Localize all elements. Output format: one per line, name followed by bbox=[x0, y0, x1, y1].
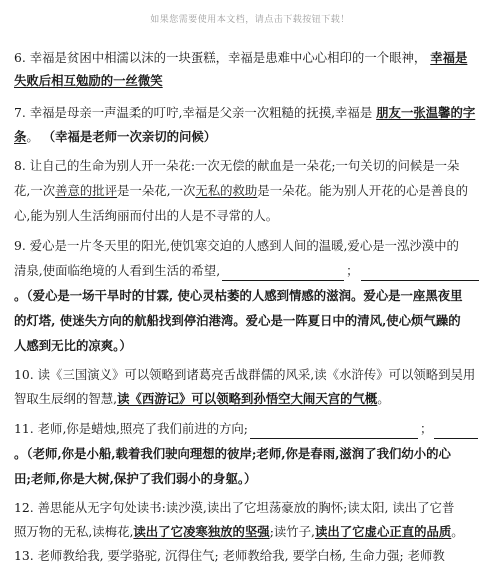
item-text: 善思能从无字句处读书:读沙漠,读出了它坦荡豪放的胸怀;读太阳, 读出了它普 bbox=[37, 500, 455, 515]
answer-text: （幸福是老师一次亲切的问候） bbox=[42, 129, 217, 144]
answer-text: 。（爱心是一场干旱时的甘霖, 使心灵枯萎的人感到情感的滋润。爱心是一座黑夜里 bbox=[14, 288, 463, 303]
item-8-line-3 bbox=[14, 206, 484, 226]
item-text: 让自己的生命为别人开一朵花:一次无偿的献血是一朵花;一句关切的问候是一朵 bbox=[29, 158, 460, 173]
item-text: 老师,你是蜡烛,照亮了我们前进的方向; bbox=[37, 421, 248, 436]
answer-text: 读出了它凌寒独放的坚强 bbox=[133, 524, 270, 539]
punctuation: 。 bbox=[377, 391, 390, 406]
item-number: 9. bbox=[14, 238, 26, 253]
item-10-line-2 bbox=[14, 389, 484, 409]
item-number: 12. bbox=[14, 500, 34, 515]
answer-text: 朋友一张温馨的字 bbox=[376, 105, 476, 120]
item-text: 心,能为别人生活绚丽而付出的人是不寻常的人。 bbox=[14, 208, 279, 223]
fill-blank[interactable] bbox=[250, 424, 418, 439]
answer-text: 无私的救助 bbox=[195, 183, 258, 198]
fill-blank[interactable] bbox=[361, 266, 479, 281]
item-9-line-3 bbox=[14, 286, 484, 306]
fill-blank[interactable] bbox=[434, 424, 478, 439]
answer-text: 。（老师,你是小船,载着我们驶向理想的彼岸;老师,你是春雨,滋润了我们幼小的心 bbox=[14, 446, 451, 461]
punctuation: 。 bbox=[26, 129, 39, 144]
item-text: ;读竹子, bbox=[269, 524, 315, 539]
answer-text: 的灯塔, 使迷失方向的航船找到停泊港湾。爱心是一阵夏日中的清风,使心烦气躁的 bbox=[14, 313, 461, 328]
item-text: 清泉,使面临绝境的人看到生活的希望, bbox=[14, 263, 221, 278]
item-7-line-1 bbox=[14, 103, 484, 123]
punctuation: ； bbox=[419, 421, 433, 436]
item-text: 老师教给我, 要学骆驼, 沉得住气; 老师教给我, 要学白杨, 生命力强; 老师教 bbox=[37, 548, 445, 563]
answer-text: 条 bbox=[14, 129, 27, 144]
item-number: 10. bbox=[14, 367, 34, 382]
item-9-line-4 bbox=[14, 311, 484, 331]
item-8-line-1 bbox=[14, 156, 484, 176]
item-6-line-1 bbox=[14, 48, 484, 68]
answer-text: 人感到无比的凉爽。） bbox=[14, 338, 132, 353]
item-9-line-1 bbox=[14, 236, 484, 256]
item-text: 幸福是母亲一声温柔的叮咛,幸福是父亲一次粗糙的抚摸,幸福是 bbox=[29, 105, 373, 120]
download-banner: 如果您需要使用本文档，请点击下载按钮下载！ bbox=[150, 15, 350, 25]
answer-text: 田;老师,你是大树,保护了我们弱小的身躯。） bbox=[14, 471, 257, 486]
item-6-line-2 bbox=[14, 71, 484, 91]
item-text: 爱心是一片冬天里的阳光,使饥寒交迫的人感到人间的温暖,爱心是一泓沙漠中的 bbox=[29, 238, 459, 253]
item-number: 8. bbox=[14, 158, 26, 173]
item-9-line-2 bbox=[14, 261, 484, 281]
fill-blank[interactable] bbox=[222, 266, 344, 281]
item-text: 幸福是贫困中相濡以沫的一块蛋糕，幸福是患难中心心相印的一个眼神， bbox=[29, 50, 427, 65]
item-number: 11. bbox=[14, 421, 34, 436]
punctuation: ； bbox=[346, 263, 359, 278]
item-text: 是一朵花。能为别人开花的心是善良的 bbox=[257, 183, 468, 198]
item-text: 智取生辰纲的智慧, bbox=[14, 391, 118, 406]
item-number: 6. bbox=[14, 50, 26, 65]
answer-text: 读《西游记》可以领略到孙悟空大闹天宫的气概 bbox=[117, 391, 378, 406]
item-text: 读《三国演义》可以领略到诸葛亮舌战群儒的风采,读《水浒传》可以领略到吴用 bbox=[37, 367, 476, 382]
item-12-line-1 bbox=[14, 498, 484, 518]
punctuation: 。 bbox=[451, 524, 464, 539]
item-11-line-1 bbox=[14, 419, 484, 439]
item-11-line-3 bbox=[14, 469, 484, 489]
item-text: 是一朵花,一次 bbox=[117, 183, 196, 198]
item-7-line-2 bbox=[14, 127, 484, 147]
item-9-line-5 bbox=[14, 336, 484, 356]
item-text: 照万物的无私,读梅花, bbox=[14, 524, 134, 539]
item-12-line-2 bbox=[14, 522, 484, 542]
item-text: 花,一次 bbox=[14, 183, 56, 198]
item-number: 13. bbox=[14, 548, 34, 563]
answer-text: 善意的批评 bbox=[55, 183, 118, 198]
item-11-line-2 bbox=[14, 444, 484, 464]
answer-text: 幸福是 bbox=[430, 50, 468, 65]
item-8-line-2 bbox=[14, 181, 484, 201]
item-13-line-1 bbox=[14, 546, 484, 566]
item-number: 7. bbox=[14, 105, 26, 120]
item-10-line-1 bbox=[14, 365, 484, 385]
answer-text: 失败后相互勉励的一丝微笑 bbox=[14, 73, 163, 88]
answer-text: 读出了它虚心正直的品质 bbox=[315, 524, 452, 539]
